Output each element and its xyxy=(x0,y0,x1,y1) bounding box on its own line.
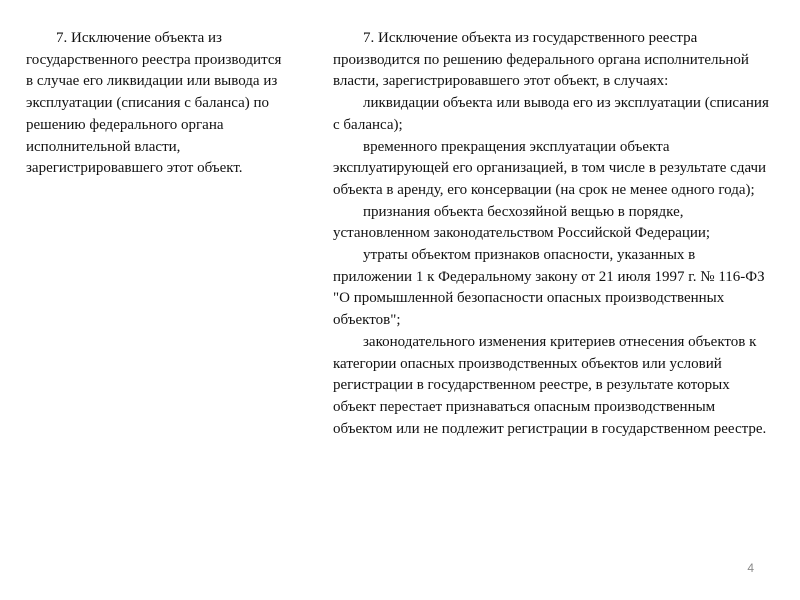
right-paragraph-temporary-stop: временного прекращения эксплуатации объекта эксплуатирующей его организацией, в том числе в результате сдачи объекта в аренду, его консервации (на срок не менее одного года); xyxy=(333,138,767,198)
right-paragraph-intro: 7. Исключение объекта из государственного реестра производится по решению федерального органа исполнительной власти, зарегистрировавшего этот объект, в случаях: xyxy=(333,30,749,90)
right-paragraph-criteria-change: законодательного изменения критериев отнесения объектов к категории опасных производственных объектов или условий регистрации в государственном реестре, в результате которых объект перестает признаваться опасным производственным объектом или не подлежит регистрации в государственном реестре. xyxy=(333,333,767,437)
page-number: 4 xyxy=(747,561,754,575)
right-paragraph-ownerless: признания объекта бесхозяйной вещью в порядке, установленном законодательством Российской Федерации; xyxy=(333,203,711,242)
left-column xyxy=(26,28,288,180)
right-column xyxy=(333,28,773,440)
right-paragraph-liquidation: ликвидации объекта или вывода его из эксплуатации (списания с баланса); xyxy=(333,95,769,133)
left-paragraph: 7. Исключение объекта из государственного реестра производится в случае его ликвидации или вывода из эксплуатации (списания с баланса) по решению федерального органа исполнительной власти, зарегистрировавшего этот объект. xyxy=(26,30,282,177)
right-paragraph-loss-of-hazard: утраты объектом признаков опасности, указанных в приложении 1 к Федеральному закону от 21 июля 1997 г. № 116-ФЗ "О промышленной безопасности опасных производственных объектов"; xyxy=(333,247,765,329)
